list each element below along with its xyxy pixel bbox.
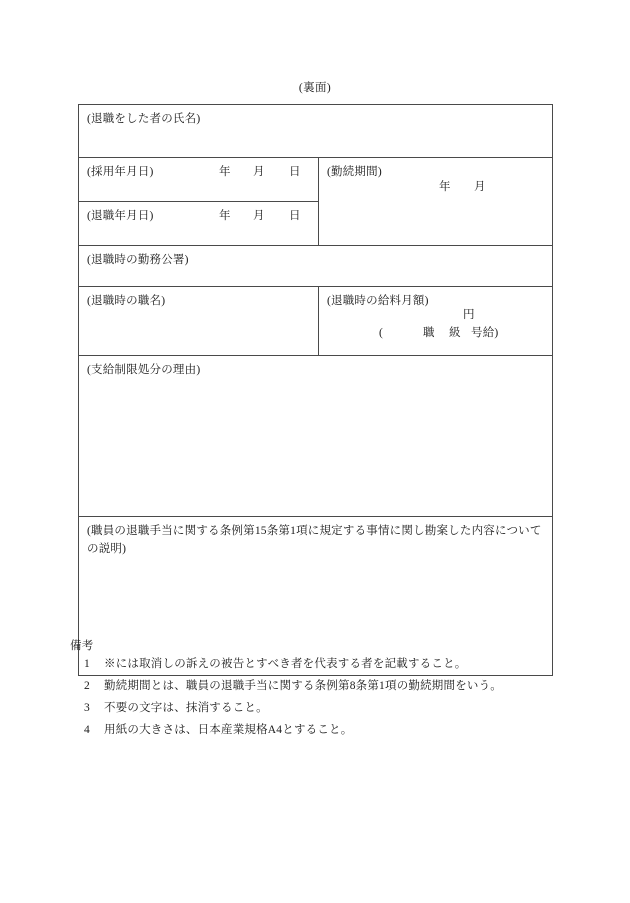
field-monthly-salary-at-retirement[interactable]	[319, 287, 553, 356]
field-restriction-reason[interactable]	[79, 356, 553, 517]
field-consideration-explanation-label: (職員の退職手当に関する条例第15条第1項に規定する事情に関し勘案した内容についての説明)	[87, 525, 542, 555]
note-text: ※には取消しの訴えの被告とすべき者を代表する者を記載すること。	[104, 657, 467, 670]
hire-date-year-mark: 年	[219, 166, 231, 178]
field-restriction-reason-label: (支給制限処分の理由)	[87, 364, 201, 376]
salary-step-mark: 号給)	[471, 327, 499, 339]
table-row	[79, 287, 553, 356]
salary-class-mark: 級	[449, 327, 461, 339]
note-number: 2	[84, 679, 90, 692]
field-retire-date-label: (退職年月日)	[87, 210, 154, 222]
field-service-period-label: (勤続期間)	[327, 166, 382, 178]
page-title: (裏面)	[298, 82, 332, 94]
table-row	[79, 105, 553, 158]
table-row	[79, 246, 553, 287]
notes-section	[70, 641, 570, 745]
notes-title: 備考	[70, 640, 94, 652]
field-hire-date-label: (採用年月日)	[87, 166, 154, 178]
note-text: 不要の文字は、抹消すること。	[104, 701, 268, 714]
field-service-period[interactable]	[319, 158, 553, 246]
table-row	[79, 158, 553, 202]
note-text: 勤続期間とは、職員の退職手当に関する条例第8条第1項の勤続期間をいう。	[104, 679, 502, 692]
service-period-month-mark: 月	[474, 181, 486, 193]
retirement-allowance-form-table	[78, 104, 553, 676]
service-period-year-mark: 年	[439, 181, 451, 193]
field-workplace-at-retirement[interactable]	[79, 246, 553, 287]
hire-date-month-mark: 月	[253, 166, 265, 178]
list-item	[70, 723, 570, 739]
field-post-at-retirement[interactable]	[79, 287, 319, 356]
notes-list	[70, 657, 570, 739]
note-text: 用紙の大きさは、日本産業規格A4とすること。	[104, 723, 353, 736]
retire-date-month-mark: 月	[253, 210, 265, 222]
list-item	[70, 701, 570, 717]
table-row	[79, 356, 553, 517]
list-item	[70, 657, 570, 673]
note-number: 4	[84, 723, 90, 736]
hire-date-day-mark: 日	[289, 166, 301, 178]
field-retiree-name[interactable]	[79, 105, 553, 158]
salary-open-paren: (	[379, 327, 384, 339]
note-number: 1	[84, 657, 90, 670]
retire-date-day-mark: 日	[289, 210, 301, 222]
field-retiree-name-label: (退職をした者の氏名)	[87, 113, 201, 125]
field-retire-date[interactable]	[79, 202, 319, 246]
retire-date-year-mark: 年	[219, 210, 231, 222]
salary-yen-mark: 円	[463, 309, 475, 321]
field-monthly-salary-label: (退職時の給料月額)	[327, 295, 429, 307]
field-post-at-retirement-label: (退職時の職名)	[87, 295, 166, 307]
field-workplace-at-retirement-label: (退職時の勤務公署)	[87, 254, 189, 266]
field-hire-date[interactable]	[79, 158, 319, 202]
note-number: 3	[84, 701, 90, 714]
salary-grade-mark: 職	[423, 327, 435, 339]
list-item	[70, 679, 570, 695]
